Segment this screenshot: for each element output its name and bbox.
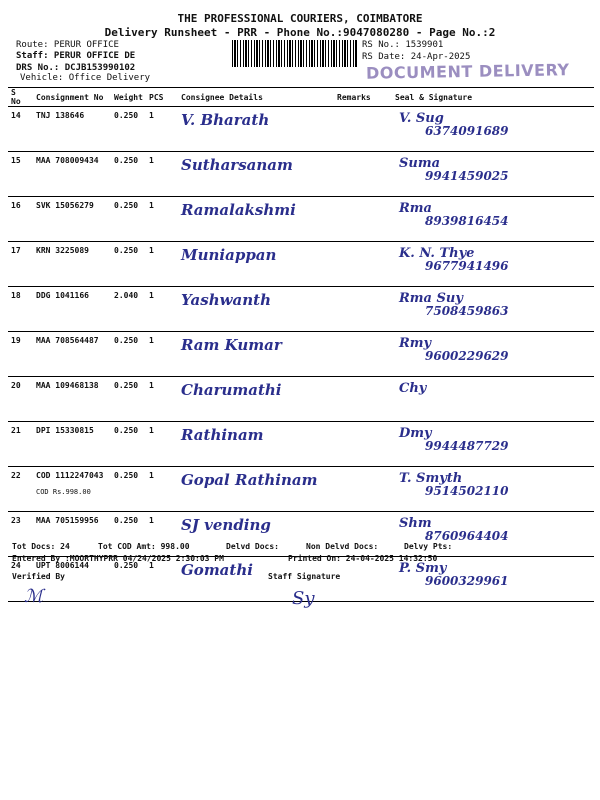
row-remarks <box>334 377 392 422</box>
col-remarks: Remarks <box>334 88 392 107</box>
row-weight: 0.250 <box>111 512 146 557</box>
document-delivery-stamp: DOCUMENT DELIVERY <box>365 60 570 83</box>
delivered-docs: Delvd Docs: <box>226 542 279 551</box>
signature-phone: 7508459863 <box>425 304 509 318</box>
table-row <box>8 287 594 332</box>
signature-scrawl: Chy <box>399 381 427 396</box>
table-row <box>8 422 594 467</box>
col-consignment: Consignment No <box>33 88 111 107</box>
row-pcs: 1 <box>146 287 178 332</box>
rs-number: RS No.: 1539901 <box>362 40 444 50</box>
signature-phone: 9941459025 <box>425 169 509 183</box>
table-header-row <box>8 88 594 107</box>
row-sno: 17 <box>8 242 33 287</box>
row-weight: 0.250 <box>111 557 146 602</box>
signature-phone: 9944487729 <box>425 439 509 453</box>
row-consignee: Ramalakshmi <box>178 197 334 242</box>
row-consignment: DDG 1041166 <box>33 287 111 332</box>
printed-on: Printed On: 24-04-2025 14:32:50 <box>288 554 438 563</box>
row-remarks <box>334 557 392 602</box>
row-consignment: SVK 15056279 <box>33 197 111 242</box>
row-remarks <box>334 107 392 152</box>
row-sno: 15 <box>8 152 33 197</box>
row-signature <box>392 557 594 602</box>
rs-date: RS Date: 24-Apr-2025 <box>362 52 471 62</box>
signature-scrawl: Rma <box>399 201 432 216</box>
table-row <box>8 512 594 557</box>
signature-scrawl: V. Sug <box>399 111 444 126</box>
signature-scrawl: P. Smy <box>399 561 447 576</box>
signature-phone: 8760964404 <box>425 529 509 543</box>
route-label: Route: PERUR OFFICE <box>16 40 119 50</box>
row-signature <box>392 467 594 512</box>
row-weight: 0.250 <box>111 242 146 287</box>
signature-phone: 6374091689 <box>425 124 509 138</box>
signature-scrawl: Rma Suy <box>399 291 463 306</box>
total-docs: Tot Docs: 24 <box>12 542 70 551</box>
row-consignee: Sutharsanam <box>178 152 334 197</box>
row-signature <box>392 242 594 287</box>
staff-label: Staff: PERUR OFFICE DE <box>16 51 136 61</box>
row-pcs: 1 <box>146 107 178 152</box>
row-consignee: Yashwanth <box>178 287 334 332</box>
row-remarks <box>334 287 392 332</box>
row-sno: 18 <box>8 287 33 332</box>
row-sno: 20 <box>8 377 33 422</box>
table-row <box>8 332 594 377</box>
row-consignment: TNJ 138646 <box>33 107 111 152</box>
signature-phone: 9514502110 <box>425 484 509 498</box>
runsheet-subtitle: Delivery Runsheet - PRR - Phone No.:9047080280 - Page No.:2 <box>104 26 496 39</box>
row-consignment: UPT 8006144 <box>33 557 111 602</box>
row-pcs: 1 <box>146 467 178 512</box>
signature-scrawl: T. Smyth <box>399 471 463 486</box>
col-weight: Weight <box>111 88 146 107</box>
col-pcs: PCS <box>146 88 178 107</box>
drs-number: DRS No.: DCJB153990102 <box>16 63 136 73</box>
entered-by: Entered By :MOORTHYPRR 04/24/2025 2:30:03 PM <box>12 554 224 563</box>
signature-phone: 9600329961 <box>425 574 509 588</box>
row-signature <box>392 377 594 422</box>
table-row <box>8 242 594 287</box>
row-weight: 0.250 <box>111 422 146 467</box>
row-signature <box>392 422 594 467</box>
row-sno: 14 <box>8 107 33 152</box>
row-weight: 2.040 <box>111 287 146 332</box>
row-consignee: Gopal Rathinam <box>178 467 334 512</box>
delivery-points: Delvy Pts: <box>404 542 453 551</box>
row-consignee: Gomathi <box>178 557 334 602</box>
row-weight: 0.250 <box>111 377 146 422</box>
row-pcs: 1 <box>146 332 178 377</box>
row-sno: 24 <box>8 557 33 602</box>
signature-scrawl: Rmy <box>399 336 432 351</box>
row-sno: 23 <box>8 512 33 557</box>
row-consignee: Rathinam <box>178 422 334 467</box>
table-row <box>8 107 594 152</box>
row-remarks <box>334 242 392 287</box>
signature-scrawl: K. N. Thye <box>399 246 475 261</box>
row-signature <box>392 197 594 242</box>
row-consignee: Charumathi <box>178 377 334 422</box>
row-consignee: V. Bharath <box>178 107 334 152</box>
row-signature <box>392 332 594 377</box>
row-consignment: DPI 15330815 <box>33 422 111 467</box>
staff-signature-label: Staff Signature <box>268 572 341 581</box>
company-title: THE PROFESSIONAL COURIERS, COIMBATORE <box>177 12 423 25</box>
row-weight: 0.250 <box>111 152 146 197</box>
row-pcs: 1 <box>146 422 178 467</box>
row-sno: 22 <box>8 467 33 512</box>
signature-phone: 9677941496 <box>425 259 509 273</box>
row-consignment: MAA 708009434 <box>33 152 111 197</box>
row-consignee: Ram Kumar <box>178 332 334 377</box>
row-weight: 0.250 <box>111 107 146 152</box>
col-signature: Seal & Signature <box>392 88 594 107</box>
row-weight: 0.250 <box>111 467 146 512</box>
row-remarks <box>334 197 392 242</box>
verified-by-label: Verified By <box>12 572 65 581</box>
row-sno: 16 <box>8 197 33 242</box>
non-delivered-docs: Non Delvd Docs: <box>306 542 379 551</box>
table-row <box>8 197 594 242</box>
barcode-image <box>232 40 357 67</box>
row-consignee: SJ vending <box>178 512 334 557</box>
signature-phone: 8939816454 <box>425 214 509 228</box>
row-consignment: KRN 3225089 <box>33 242 111 287</box>
row-weight: 0.250 <box>111 197 146 242</box>
table-row <box>8 467 594 512</box>
runsheet-table <box>8 87 594 602</box>
row-sno: 21 <box>8 422 33 467</box>
row-consignee: Muniappan <box>178 242 334 287</box>
row-consignment <box>33 467 111 512</box>
row-remarks <box>334 422 392 467</box>
signature-scrawl: Dmy <box>399 426 432 441</box>
row-remarks <box>334 152 392 197</box>
row-signature <box>392 287 594 332</box>
signature-scrawl: Suma <box>399 156 441 171</box>
row-signature <box>392 152 594 197</box>
row-remarks <box>334 467 392 512</box>
row-consignment: MAA 708564487 <box>33 332 111 377</box>
row-pcs: 1 <box>146 242 178 287</box>
row-consignment: MAA 705159956 <box>33 512 111 557</box>
vehicle-label: Vehicle: Office Delivery <box>20 73 151 83</box>
table-row <box>8 152 594 197</box>
col-consignee: Consignee Details <box>178 88 334 107</box>
consignment-number: COD 1112247043 <box>36 471 104 480</box>
col-sno: S No <box>8 88 33 107</box>
row-remarks <box>334 332 392 377</box>
row-pcs: 1 <box>146 377 178 422</box>
total-cod-amount: Tot COD Amt: 998.00 <box>98 542 190 551</box>
row-sno: 19 <box>8 332 33 377</box>
row-consignment: MAA 109468138 <box>33 377 111 422</box>
row-pcs: 1 <box>146 197 178 242</box>
cod-amount-note: COD Rs.998.00 <box>36 488 91 496</box>
verified-signature: ℳ <box>24 586 44 607</box>
signature-scrawl: Shm <box>399 516 432 531</box>
row-weight: 0.250 <box>111 332 146 377</box>
signature-phone: 9600229629 <box>425 349 509 363</box>
staff-signature: Sy <box>292 588 315 609</box>
row-signature <box>392 107 594 152</box>
row-pcs: 1 <box>146 512 178 557</box>
table-row <box>8 377 594 422</box>
row-pcs: 1 <box>146 557 178 602</box>
row-pcs: 1 <box>146 152 178 197</box>
